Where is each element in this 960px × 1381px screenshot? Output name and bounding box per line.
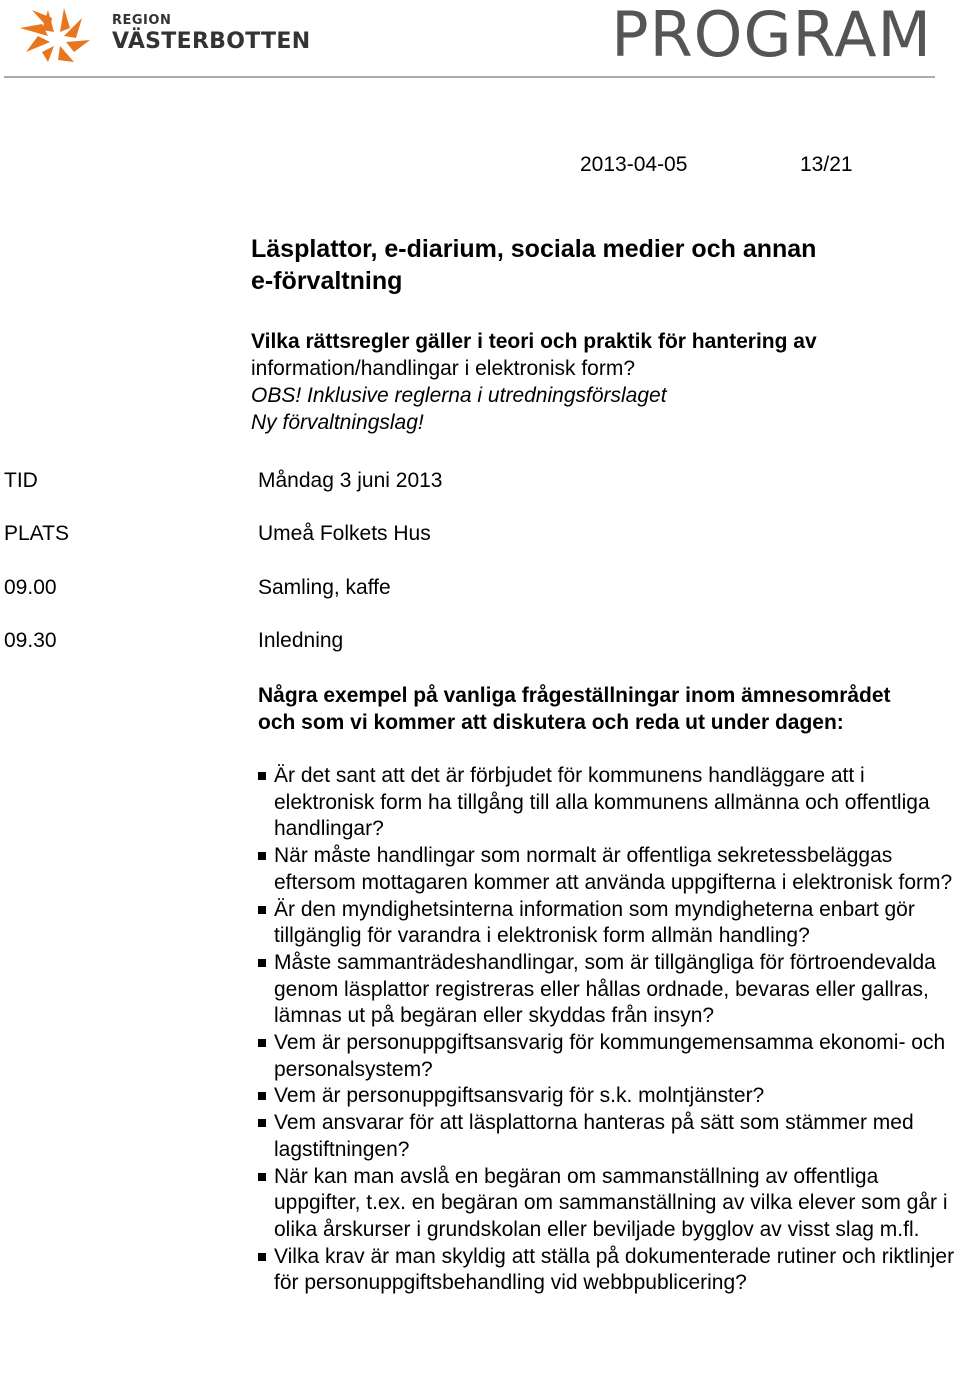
program-heading: PROGRAM xyxy=(611,0,932,71)
question-text: Är det sant att det är förbjudet för kommunens handläggare att i elektronisk form ha tillgång till alla kommunens allmänna och offentliga handlingar? xyxy=(274,764,930,841)
document-date: 2013-04-05 xyxy=(580,153,688,176)
lead-line-1: Några exempel på vanliga frågeställningar inom ämnesområdet xyxy=(258,684,891,707)
bullet-icon xyxy=(258,1253,266,1261)
bullet-icon xyxy=(258,772,266,780)
intro-note-line-2: Ny förvaltningslag! xyxy=(251,411,424,434)
schedule-time-0900: 09.00 xyxy=(4,576,57,599)
question-item xyxy=(258,950,958,1030)
bullet-icon xyxy=(258,1173,266,1181)
question-item xyxy=(258,1164,958,1244)
bullet-icon xyxy=(258,906,266,914)
question-text: När kan man avslå en begäran om sammanställning av offentliga uppgifter, t.ex. en begäran om sammanställning av vilka elever som går i olika årskurser i grundskolan eller beviljade bygglov av visst slag m.fl. xyxy=(274,1164,948,1241)
bullet-icon xyxy=(258,1092,266,1100)
logo-region-text: REGION xyxy=(112,13,172,28)
logo-wordmark xyxy=(112,14,310,53)
question-item xyxy=(258,1244,958,1297)
page-title xyxy=(251,233,816,297)
logo-name-text: VÄSTERBOTTEN xyxy=(112,29,311,54)
question-text: När måste handlingar som normalt är offentliga sekretessbeläggas eftersom mottagaren kommer att använda uppgifterna i elektronisk form? xyxy=(274,844,953,894)
question-item xyxy=(258,843,958,896)
bullet-icon xyxy=(258,852,266,860)
page-number: 13/21 xyxy=(800,153,853,176)
question-text: Måste sammanträdeshandlingar, som är tillgängliga för förtroendevalda genom läsplattor registreras eller hållas ordnade, bevaras eller gallras, lämnas ut på begäran eller skyddas från insyn? xyxy=(274,950,936,1028)
schedule-time-0930: 09.30 xyxy=(4,629,57,652)
bullet-icon xyxy=(258,1119,266,1127)
region-vasterbotten-logo-icon xyxy=(18,6,92,64)
title-line-2: e-förvaltning xyxy=(251,267,403,295)
schedule-label-time: TID xyxy=(4,469,38,492)
question-text: Vem ansvarar för att läsplattorna hanteras på sätt som stämmer med lagstiftningen? xyxy=(274,1111,914,1161)
question-item xyxy=(258,1083,958,1110)
schedule-label-place: PLATS xyxy=(4,522,69,545)
schedule-value-place: Umeå Folkets Hus xyxy=(258,522,431,545)
question-text: Vilka krav är man skyldig att ställa på dokumenterade rutiner och riktlinjer för personuppgiftsbehandling vid webbpublicering? xyxy=(274,1244,955,1295)
intro-line-1: Vilka rättsregler gäller i teori och praktik för hantering av xyxy=(251,330,817,353)
schedule-value-time: Måndag 3 juni 2013 xyxy=(258,469,443,492)
intro-line-2: information/handlingar i elektronisk form? xyxy=(251,357,636,380)
schedule-item-0900: Samling, kaffe xyxy=(258,576,391,599)
question-text: Vem är personuppgiftsansvarig för s.k. molntjänster? xyxy=(274,1084,765,1108)
schedule-item-0930: Inledning xyxy=(258,629,344,652)
header-divider xyxy=(4,76,935,78)
question-item xyxy=(258,1110,958,1163)
question-item xyxy=(258,1030,958,1083)
bullet-icon xyxy=(258,959,266,967)
page-header xyxy=(0,0,960,80)
lead-line-2: och som vi kommer att diskutera och reda ut under dagen: xyxy=(258,711,844,734)
questions-lead xyxy=(258,682,960,736)
question-list xyxy=(258,763,958,1297)
question-item xyxy=(258,897,958,950)
question-text: Är den myndighetsinterna information som myndigheterna enbart gör tillgänglig för varandra i elektronisk form allmän handling? xyxy=(274,897,915,948)
question-item xyxy=(258,763,958,843)
bullet-icon xyxy=(258,1039,266,1047)
title-line-1: Läsplattor, e-diarium, sociala medier och annan xyxy=(251,235,817,263)
intro-text xyxy=(251,328,817,436)
intro-note-line-1: OBS! Inklusive reglerna i utredningsförslaget xyxy=(251,384,667,407)
question-text: Vem är personuppgiftsansvarig för kommungemensamma ekonomi- och personalsystem? xyxy=(274,1031,946,1081)
